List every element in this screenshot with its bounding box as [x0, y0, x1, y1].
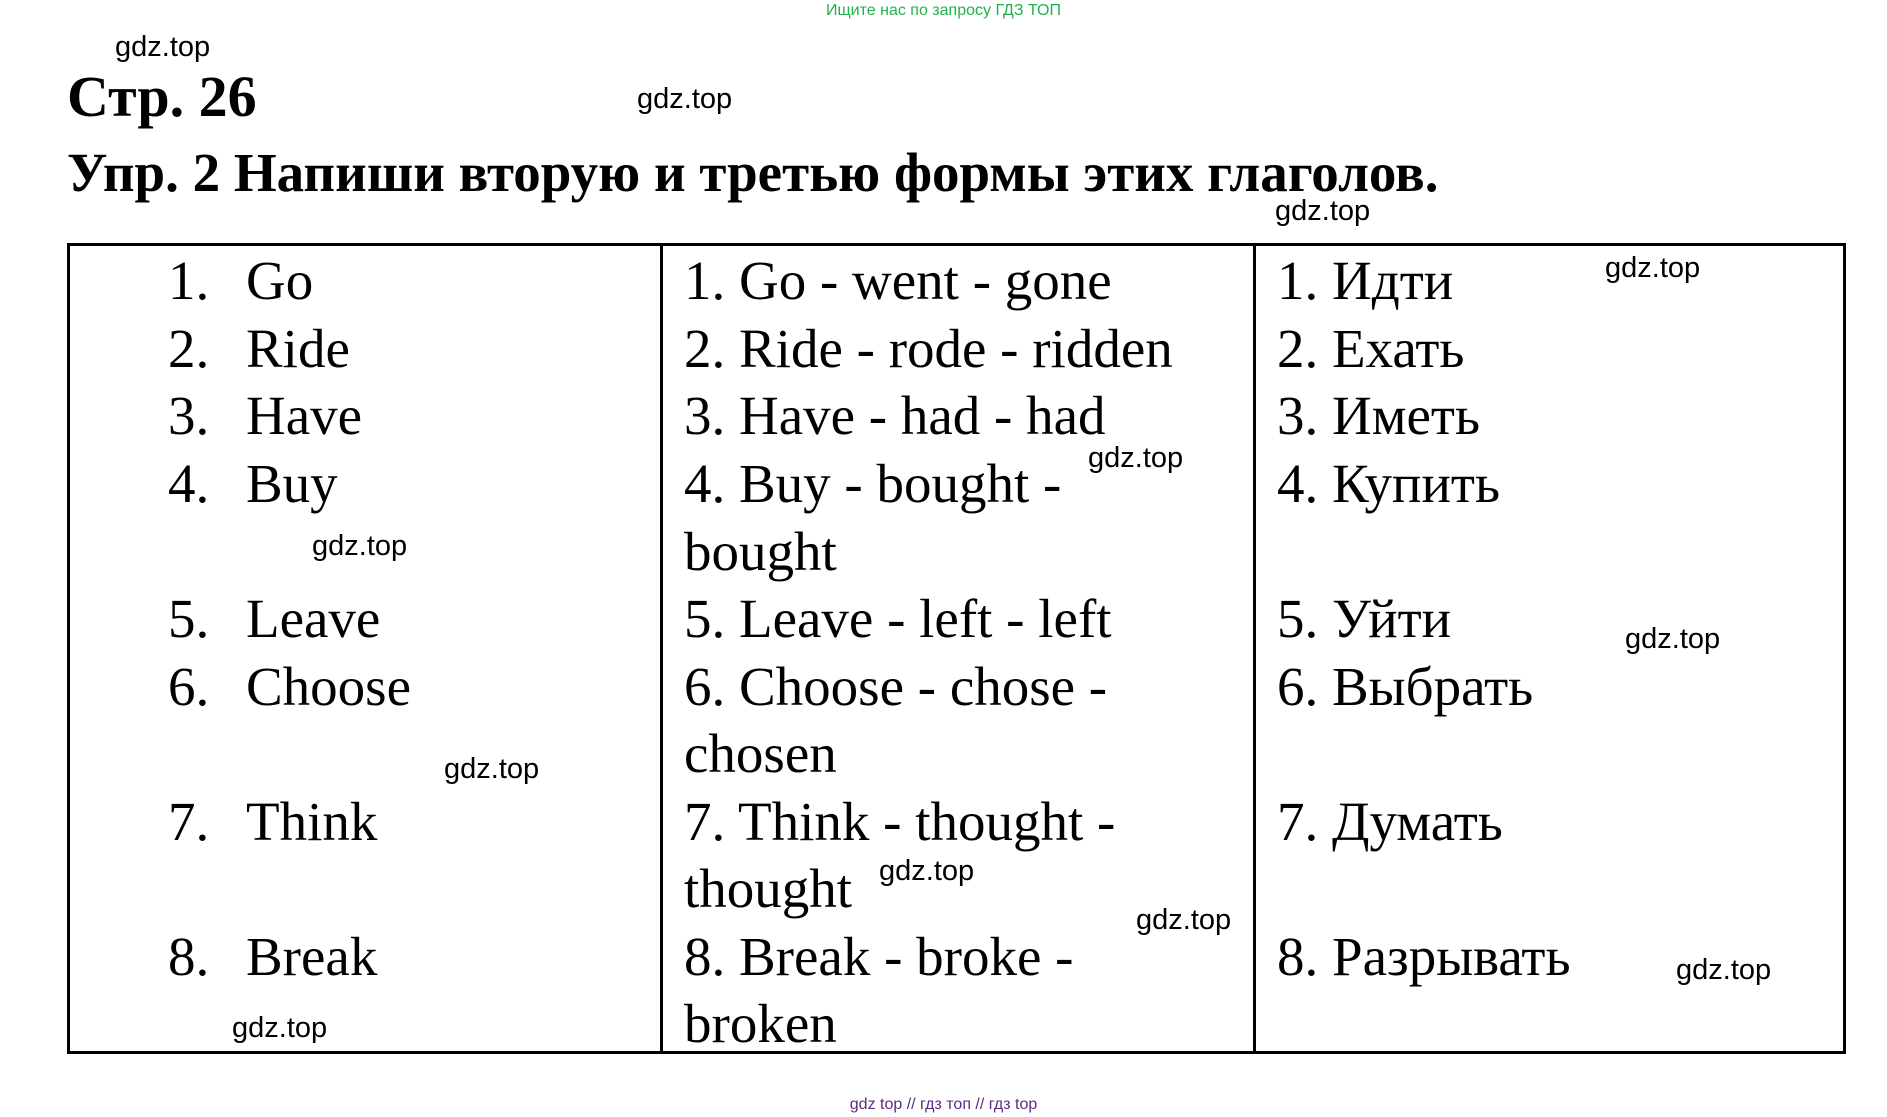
- list-item: 8. Разрывать: [1277, 926, 1571, 987]
- list-item: 1. Go - went - gone: [684, 250, 1112, 311]
- item-number: 1.: [168, 250, 210, 311]
- list-item-continued: thought: [684, 858, 853, 919]
- translation-column: [1256, 246, 1843, 1051]
- list-item: 8. Break - broke -: [684, 926, 1074, 987]
- item-number: 7.: [168, 791, 210, 852]
- list-item: [168, 248, 313, 314]
- item-word: Buy: [246, 453, 338, 514]
- item-number: 4.: [168, 453, 210, 514]
- list-item: [168, 316, 350, 382]
- list-item: [168, 924, 377, 990]
- item-number: 5.: [168, 588, 210, 649]
- item-word: Go: [246, 250, 314, 311]
- item-number: 3.: [168, 385, 210, 446]
- item-number: 2.: [168, 318, 210, 379]
- watermark: gdz.top: [232, 1012, 328, 1044]
- top-banner: Ищите нас по запросу ГДЗ ТОП: [826, 2, 1061, 19]
- watermark: gdz.top: [1275, 195, 1371, 227]
- item-word: Ride: [246, 318, 350, 379]
- list-item: 4. Купить: [1277, 453, 1501, 514]
- list-item: [168, 383, 362, 449]
- list-item: 6. Выбрать: [1277, 656, 1534, 717]
- item-word: Choose: [246, 656, 411, 717]
- task-title: Упр. 2 Напиши вторую и третью формы этих глаголов.: [67, 142, 1439, 203]
- page-number: Стр. 26: [67, 64, 257, 129]
- watermark: gdz.top: [637, 83, 733, 115]
- watermark: gdz.top: [312, 530, 408, 562]
- list-item: 2. Ехать: [1277, 318, 1465, 379]
- list-item: [168, 654, 411, 720]
- list-item: 7. Think - thought -: [684, 791, 1116, 852]
- list-item-continued: broken: [684, 993, 837, 1054]
- list-item: 1. Идти: [1277, 250, 1454, 311]
- list-item: 5. Leave - left - left: [684, 588, 1112, 649]
- list-item: [168, 586, 380, 652]
- list-item-continued: bought: [684, 521, 837, 582]
- list-item: [168, 451, 338, 517]
- item-word: Leave: [246, 588, 381, 649]
- item-number: 8.: [168, 926, 210, 987]
- verb-forms-column: [663, 246, 1256, 1054]
- list-item: 3. Have - had - had: [684, 385, 1106, 446]
- watermark: gdz.top: [115, 31, 211, 63]
- list-item: 3. Иметь: [1277, 385, 1481, 446]
- list-item-continued: chosen: [684, 723, 837, 784]
- list-item: 4. Buy - bought -: [684, 453, 1062, 514]
- list-item: 6. Choose - chose -: [684, 656, 1108, 717]
- footer-links: gdz top // гдз топ // гдз top: [849, 1096, 1038, 1113]
- watermark: gdz.top: [1088, 442, 1184, 474]
- list-item: 5. Уйти: [1277, 588, 1452, 649]
- item-word: Think: [246, 791, 378, 852]
- watermark: gdz.top: [1605, 252, 1701, 284]
- list-item: [168, 789, 377, 855]
- watermark: gdz.top: [1676, 954, 1772, 986]
- base-form-column: [70, 246, 663, 1051]
- list-item: 7. Думать: [1277, 791, 1503, 852]
- watermark: gdz.top: [1625, 623, 1721, 655]
- list-item: 2. Ride - rode - ridden: [684, 318, 1173, 379]
- item-number: 6.: [168, 656, 210, 717]
- watermark: gdz.top: [879, 855, 975, 887]
- verb-table: [67, 243, 1846, 1054]
- item-word: Have: [246, 385, 363, 446]
- watermark: gdz.top: [444, 753, 540, 785]
- watermark: gdz.top: [1136, 904, 1232, 936]
- item-word: Break: [246, 926, 378, 987]
